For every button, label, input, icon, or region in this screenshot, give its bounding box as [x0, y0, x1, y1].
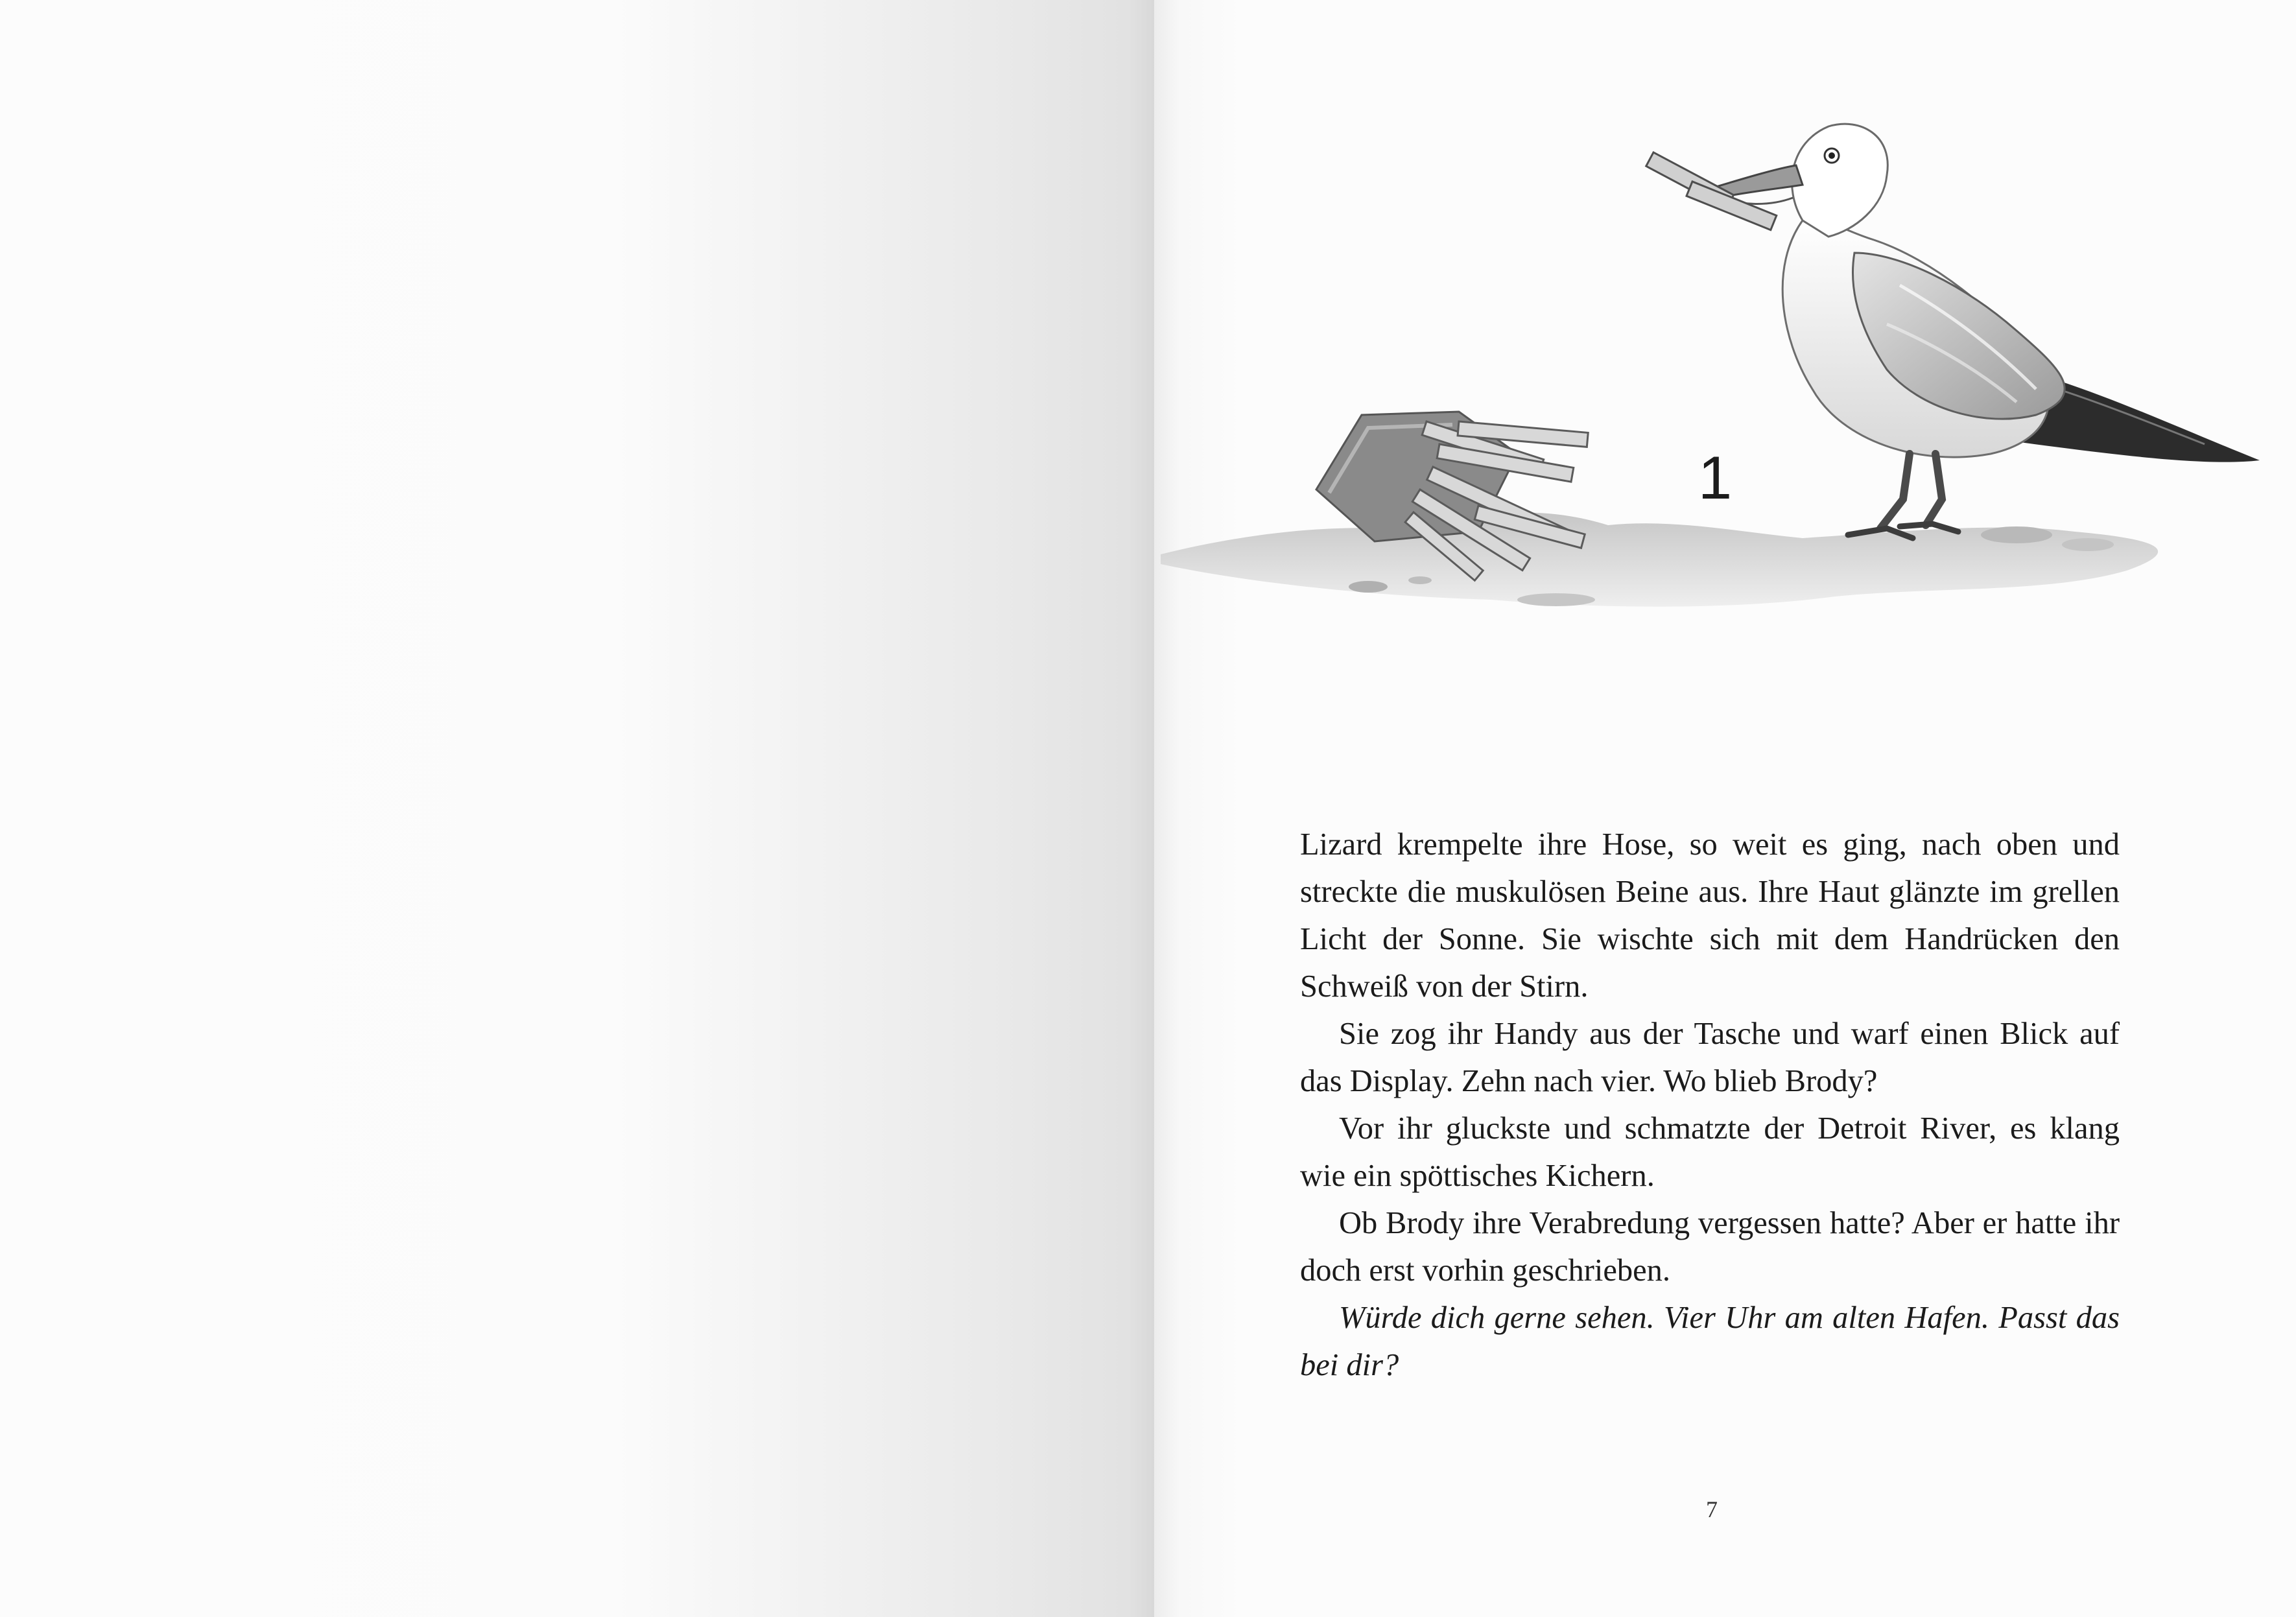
- page-number: 7: [1706, 1496, 1718, 1522]
- paragraph: Ob Brody ihre Verabredung vergessen hatte? Aber er hatte ihr doch erst vorhin geschrieben.: [1300, 1206, 2120, 1288]
- seagull-with-fries-icon: [1154, 117, 2296, 648]
- paragraph: Sie zog ihr Handy aus der Tasche und warf einen Blick auf das Display. Zehn nach vier. Wo blieb Brody?: [1300, 1017, 2120, 1098]
- paragraph: Vor ihr gluckste und schmatzte der Detroit River, es klang wie ein spöttisches Kichern.: [1300, 1111, 2120, 1193]
- seagull-leg-left: [1880, 454, 1910, 528]
- seagull-head: [1792, 124, 1888, 237]
- body-text: [1300, 821, 2120, 1389]
- italic-message-paragraph: Würde dich gerne sehen. Vier Uhr am alten Hafen. Passt das bei dir?: [1300, 1301, 2120, 1382]
- seagull-leg-right: [1926, 454, 1942, 525]
- chapter-number: 1: [1698, 443, 1733, 512]
- paragraph: Lizard krempelte ihre Hose, so weit es ging, nach oben und streckte die muskulösen Beine aus. Ihre Haut glänzte im grellen Licht der Sonne. Sie wischte sich mit dem Handrücken den Schweiß von der Stirn.: [1300, 827, 2120, 1004]
